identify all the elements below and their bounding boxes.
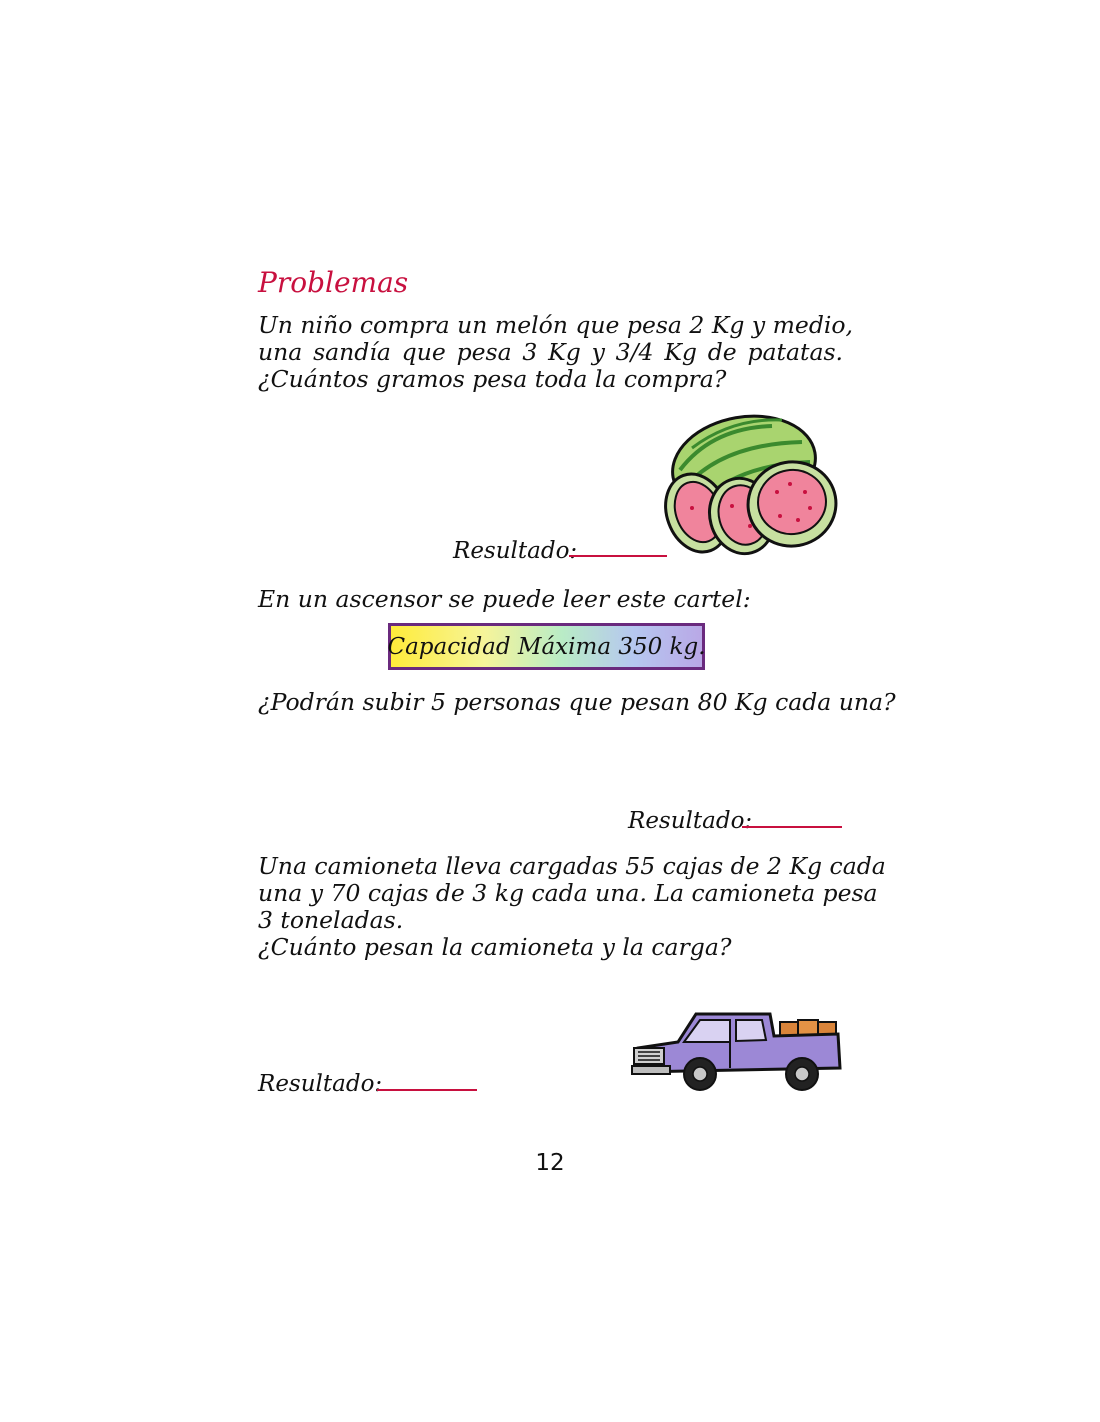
- problem-3-text: [258, 852, 886, 961]
- answer-line-1[interactable]: [569, 555, 667, 557]
- answer-line-3[interactable]: [377, 1089, 477, 1091]
- problem-1-line: Un niño compra un melón que pesa 2 Kg y medio,: [258, 311, 854, 339]
- page-title: Problemas: [258, 266, 409, 299]
- result-label-3: Resultado:: [258, 1071, 383, 1097]
- page-number: 12: [535, 1150, 565, 1176]
- problem-3-line: ¿Cuánto pesan la camioneta y la carga?: [258, 933, 732, 961]
- result-label-2: Resultado:: [628, 808, 753, 834]
- problem-2-question: ¿Podrán subir 5 personas que pesan 80 Kg cada una?: [258, 688, 896, 716]
- problem-1-text: [258, 311, 854, 393]
- problem-3-line: 3 toneladas.: [258, 906, 404, 934]
- answer-line-2[interactable]: [742, 826, 842, 828]
- pickup-truck-illustration: [630, 1008, 845, 1096]
- result-label-1: Resultado:: [453, 538, 578, 564]
- sign-text: Capacidad Máxima 350 kg.: [387, 633, 706, 660]
- problem-1-line: una sandía que pesa 3 Kg y 3/4 Kg de patatas.: [258, 338, 843, 366]
- elevator-sign: [388, 623, 705, 670]
- problem-3-line: Una camioneta lleva cargadas 55 cajas de 2 Kg cada: [258, 852, 886, 880]
- problem-3-line: una y 70 cajas de 3 kg cada una. La camioneta pesa: [258, 879, 878, 907]
- problem-2-intro: En un ascensor se puede leer este cartel:: [258, 585, 751, 613]
- watermelon-illustration: [662, 408, 852, 558]
- problem-1-line: ¿Cuántos gramos pesa toda la compra?: [258, 365, 727, 393]
